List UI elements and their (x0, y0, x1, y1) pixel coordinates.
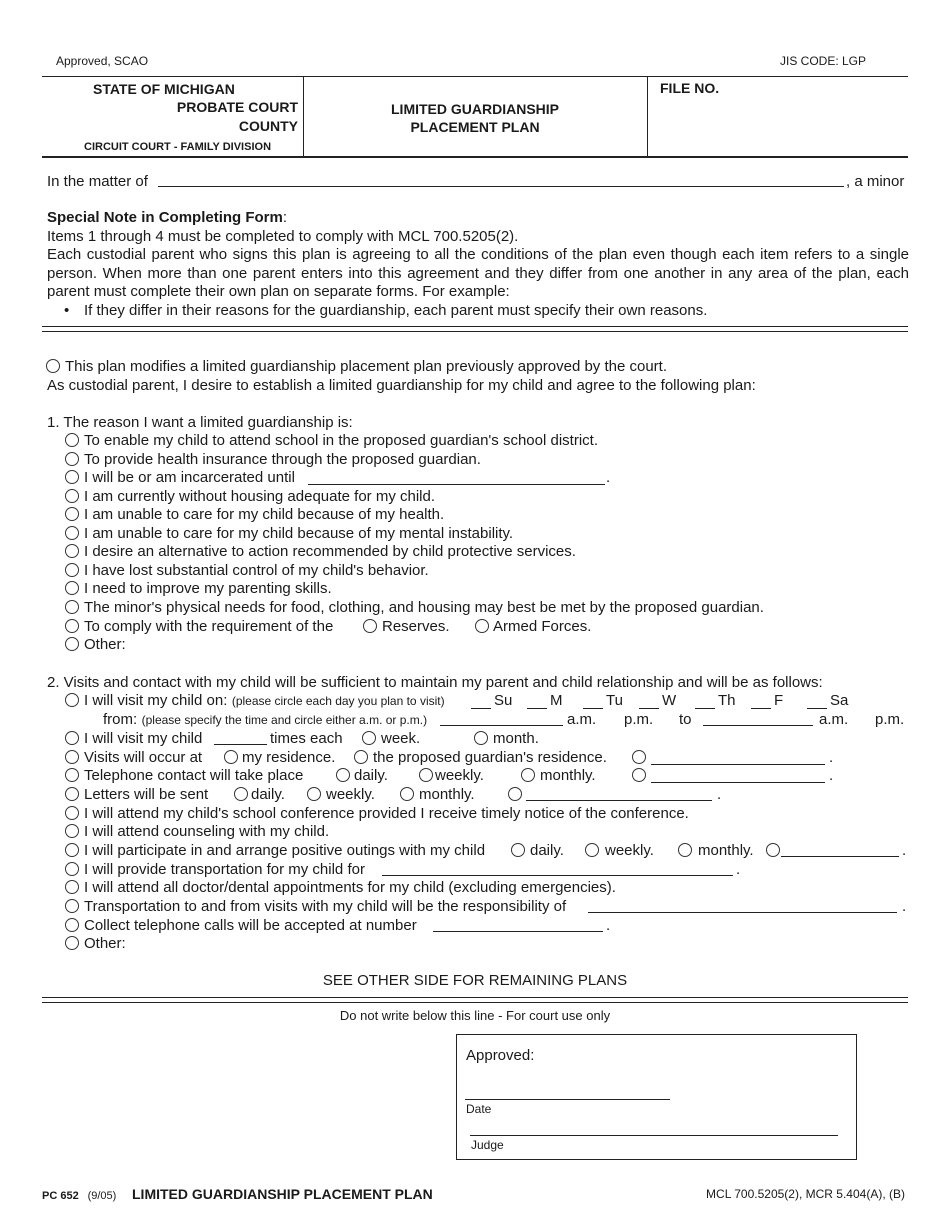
day-f[interactable]: F (774, 692, 784, 709)
visits-other-label: Other: (84, 935, 126, 952)
reason-mental-checkbox[interactable] (65, 526, 79, 540)
reason-insurance: To provide health insurance through the proposed guardian. (84, 451, 481, 468)
intro-text: As custodial parent, I desire to establish a limited guardianship for my child and agree to the following plan: (47, 377, 756, 394)
day-m[interactable]: M (550, 692, 563, 709)
letters-other-checkbox[interactable] (508, 787, 522, 801)
reason-physical-needs: The minor's physical needs for food, clothing, and housing may best be met by the proposed guardian. (84, 599, 764, 616)
footer-title: LIMITED GUARDIANSHIP PLACEMENT PLAN (132, 1186, 433, 1202)
transport-resp-field[interactable] (588, 912, 897, 913)
reason-parenting: I need to improve my parenting skills. (84, 580, 332, 597)
transport-resp-period: . (902, 898, 907, 915)
reason-other: Other: (84, 636, 126, 653)
collect-calls-checkbox[interactable] (65, 918, 79, 932)
special-note-bullet: If they differ in their reasons for the guardianship, each parent must specify their own reasons. (84, 302, 708, 319)
reason-incarcerated-checkbox[interactable] (65, 470, 79, 484)
school-conference-label: I will attend my child's school conference provided I receive timely notice of the conference. (84, 805, 689, 822)
letters-monthly-label: monthly. (419, 786, 475, 803)
telephone-period: . (829, 767, 834, 784)
reason-mental: I am unable to care for my child because of my mental instability. (84, 525, 514, 542)
form-title-line1: LIMITED GUARDIANSHIP (391, 101, 559, 117)
judge-label: Judge (471, 1138, 504, 1152)
file-no-field[interactable] (650, 98, 905, 153)
reason-other-checkbox[interactable] (65, 637, 79, 651)
doctor-label: I will attend all doctor/dental appointments for my child (excluding emergencies). (84, 879, 616, 896)
outings-monthly-label: monthly. (698, 842, 754, 859)
footer-statute: MCL 700.5205(2), MCR 5.404(A), (B) (706, 1187, 905, 1201)
guardian-residence-label: the proposed guardian's residence. (373, 749, 607, 766)
reason-school: To enable my child to attend school in the proposed guardian's school district. (84, 432, 598, 449)
reason-incarcerated: I will be or am incarcerated until (84, 469, 295, 486)
header-divider-2 (647, 76, 648, 156)
letters-period: . (717, 786, 722, 803)
counseling-label: I will attend counseling with my child. (84, 823, 330, 840)
matter-minor-suffix: , a minor (846, 173, 905, 190)
probate-court: PROBATE COURT (176, 99, 298, 115)
see-other-side: SEE OTHER SIDE FOR REMAINING PLANS (322, 972, 628, 989)
file-no-label: FILE NO. (660, 80, 720, 96)
letters-monthly-checkbox[interactable] (400, 787, 414, 801)
day-m-blank[interactable] (527, 708, 547, 709)
jis-code: JIS CODE: LGP (780, 54, 867, 68)
telephone-daily-checkbox[interactable] (336, 768, 350, 782)
reason-housing-checkbox[interactable] (65, 489, 79, 503)
county-label: COUNTY (238, 118, 298, 134)
armed-forces-label: Armed Forces. (493, 618, 592, 635)
telephone-weekly-label: weekly. (435, 767, 484, 784)
doctor-checkbox[interactable] (65, 880, 79, 894)
location-period: . (829, 749, 834, 766)
visit-week-checkbox[interactable] (362, 731, 376, 745)
counseling-checkbox[interactable] (65, 824, 79, 838)
transport-resp-checkbox[interactable] (65, 899, 79, 913)
day-f-blank[interactable] (751, 708, 771, 709)
outings-label: I will participate in and arrange positive outings with my child (84, 842, 486, 859)
letters-weekly-checkbox[interactable] (307, 787, 321, 801)
reason-health-checkbox[interactable] (65, 507, 79, 521)
reason-cps-checkbox[interactable] (65, 544, 79, 558)
telephone-label: Telephone contact will take place (84, 767, 304, 784)
incarcerated-until-field[interactable] (308, 484, 605, 485)
outings-monthly-checkbox[interactable] (678, 843, 692, 857)
to-am[interactable]: a.m. (819, 711, 849, 728)
approved-scao: Approved, SCAO (56, 54, 149, 68)
transport-provide-field[interactable] (382, 875, 733, 876)
reason-behavior-checkbox[interactable] (65, 563, 79, 577)
state-of-michigan: STATE OF MICHIGAN (93, 81, 235, 97)
outings-weekly-label: weekly. (605, 842, 654, 859)
telephone-monthly-label: monthly. (540, 767, 596, 784)
day-tu[interactable]: Tu (606, 692, 623, 709)
section2-heading: 2. Visits and contact with my child will be sufficient to maintain my parent and child relationship and will be as follows: (47, 674, 823, 691)
day-w-blank[interactable] (639, 708, 659, 709)
reason-cps: I desire an alternative to action recommended by child protective services. (84, 543, 576, 560)
special-note-line1: Items 1 through 4 must be completed to comply with MCL 700.5205(2). (47, 228, 519, 245)
matter-label: In the matter of (47, 173, 148, 190)
visit-month-label: month. (493, 730, 539, 747)
visit-week-label: week. (381, 730, 421, 747)
section1-heading: 1. The reason I want a limited guardianship is: (47, 414, 353, 431)
visit-days-checkbox[interactable] (65, 693, 79, 707)
reason-behavior: I have lost substantial control of my child's behavior. (84, 562, 429, 579)
outings-daily-checkbox[interactable] (511, 843, 525, 857)
day-tu-blank[interactable] (583, 708, 603, 709)
note-rule-1 (42, 326, 908, 327)
telephone-daily-label: daily. (354, 767, 388, 784)
date-label: Date (466, 1102, 492, 1116)
to-label: to (679, 711, 692, 728)
incarcerated-period: . (606, 469, 611, 486)
reason-school-checkbox[interactable] (65, 433, 79, 447)
telephone-other-checkbox[interactable] (632, 768, 646, 782)
note-rule-2 (42, 331, 908, 332)
day-th[interactable]: Th (718, 692, 736, 709)
visit-frequency-label: I will visit my child (84, 730, 203, 747)
header-top-rule (42, 76, 908, 77)
collect-calls-label: Collect telephone calls will be accepted at number (84, 917, 417, 934)
judge-signature-field[interactable] (470, 1135, 838, 1136)
visit-from-label: from: (please specify the time and circle either a.m. or p.m.) (103, 711, 428, 728)
letters-daily-checkbox[interactable] (234, 787, 248, 801)
outings-daily-label: daily. (530, 842, 564, 859)
outings-period: . (902, 842, 907, 859)
modifies-checkbox[interactable] (46, 359, 60, 373)
times-each-label: times each (270, 730, 343, 747)
approved-label: Approved: (466, 1047, 535, 1064)
my-residence-label: my residence. (242, 749, 336, 766)
telephone-weekly-checkbox[interactable] (419, 768, 433, 782)
visit-from-time-field[interactable] (440, 725, 563, 726)
location-other-checkbox[interactable] (632, 750, 646, 764)
reason-military-checkbox[interactable] (65, 619, 79, 633)
my-residence-checkbox[interactable] (224, 750, 238, 764)
reason-insurance-checkbox[interactable] (65, 452, 79, 466)
header-bottom-rule (42, 156, 908, 158)
day-su[interactable]: Su (494, 692, 513, 709)
day-su-blank[interactable] (471, 708, 491, 709)
bullet-dot: • (64, 302, 70, 319)
telephone-other-field[interactable] (651, 782, 825, 783)
day-th-blank[interactable] (695, 708, 715, 709)
letters-daily-label: daily. (251, 786, 285, 803)
collect-calls-period: . (606, 917, 611, 934)
visit-times-field[interactable] (214, 744, 267, 745)
visit-days-label: I will visit my child on: (please circle each day you plan to visit) (84, 692, 445, 709)
location-other-field[interactable] (651, 764, 825, 765)
letters-checkbox[interactable] (65, 787, 79, 801)
visit-frequency-checkbox[interactable] (65, 731, 79, 745)
reserves-label: Reserves. (382, 618, 450, 635)
visit-location-label: Visits will occur at (84, 749, 203, 766)
collect-calls-field[interactable] (433, 931, 603, 932)
armed-forces-checkbox[interactable] (475, 619, 489, 633)
visit-location-checkbox[interactable] (65, 750, 79, 764)
visit-to-time-field[interactable] (703, 725, 813, 726)
circuit-court-label: CIRCUIT COURT - FAMILY DIVISION (84, 141, 272, 153)
outings-weekly-checkbox[interactable] (585, 843, 599, 857)
letters-weekly-label: weekly. (326, 786, 375, 803)
transport-resp-label: Transportation to and from visits with my child will be the responsibility of (84, 898, 567, 915)
letters-label: Letters will be sent (84, 786, 209, 803)
reason-parenting-checkbox[interactable] (65, 581, 79, 595)
modifies-text: This plan modifies a limited guardianship placement plan previously approved by the court. (65, 358, 667, 375)
outings-other-checkbox[interactable] (766, 843, 780, 857)
letters-other-field[interactable] (526, 800, 712, 801)
reason-military: To comply with the requirement of the (84, 618, 334, 635)
court-use-note: Do not write below this line - For court use only (339, 1008, 611, 1023)
telephone-monthly-checkbox[interactable] (521, 768, 535, 782)
from-am[interactable]: a.m. (567, 711, 597, 728)
reserves-checkbox[interactable] (363, 619, 377, 633)
visit-month-checkbox[interactable] (474, 731, 488, 745)
from-pm[interactable]: p.m. (624, 711, 654, 728)
outings-other-field[interactable] (781, 856, 899, 857)
to-pm[interactable]: p.m. (875, 711, 905, 728)
transport-provide-checkbox[interactable] (65, 862, 79, 876)
reason-housing: I am currently without housing adequate for my child. (84, 488, 436, 505)
court-rule-1 (42, 997, 908, 998)
transport-provide-period: . (736, 861, 741, 878)
day-sa[interactable]: Sa (830, 692, 849, 709)
visits-other-checkbox[interactable] (65, 936, 79, 950)
reason-health: I am unable to care for my child because of my health. (84, 506, 445, 523)
school-conference-checkbox[interactable] (65, 806, 79, 820)
form-title-line2: PLACEMENT PLAN (410, 119, 540, 135)
guardian-residence-checkbox[interactable] (354, 750, 368, 764)
approval-date-field[interactable] (465, 1099, 670, 1100)
matter-name-field[interactable] (158, 186, 844, 187)
special-note-paragraph: Each custodial parent who signs this plan is agreeing to all the conditions of the plan even though each item refers to a single person. When more than one parent enters into this agreement and they differ from one another in any area of the plan, each parent must complete their own plan on separate forms. For example: (47, 246, 909, 300)
special-note-heading: Special Note in Completing Form: (47, 209, 288, 226)
court-rule-2 (42, 1002, 908, 1003)
day-w[interactable]: W (662, 692, 677, 709)
transport-provide-label: I will provide transportation for my child for (84, 861, 365, 878)
reason-physical-needs-checkbox[interactable] (65, 600, 79, 614)
telephone-checkbox[interactable] (65, 768, 79, 782)
outings-checkbox[interactable] (65, 843, 79, 857)
day-sa-blank[interactable] (807, 708, 827, 709)
footer-form-id: PC 652 (9/05) (42, 1190, 117, 1202)
